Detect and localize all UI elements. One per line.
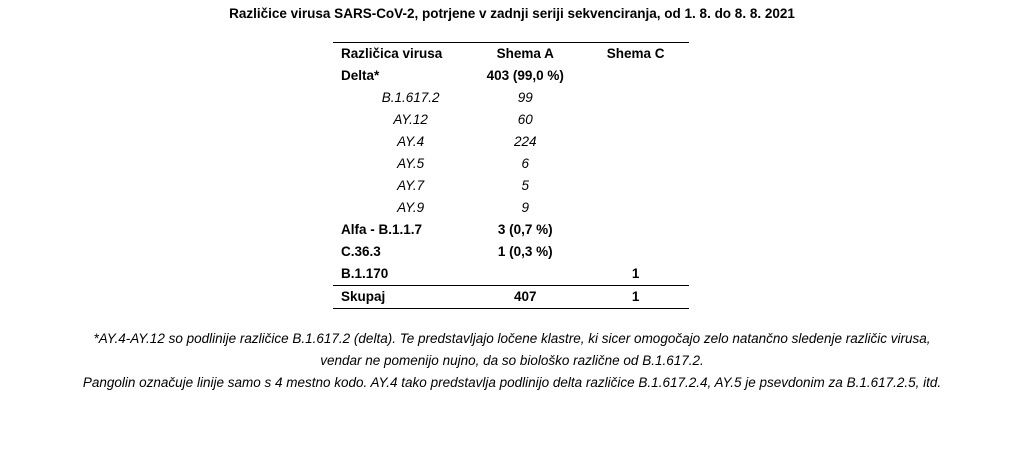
total-scheme-c: 1 xyxy=(582,286,689,309)
scheme-a-value: 3 (0,7 %) xyxy=(497,222,553,237)
table-row xyxy=(333,65,689,87)
scheme-a-value: 403 (99,0 %) xyxy=(486,68,564,83)
scheme-a-value: 99 xyxy=(517,90,533,105)
scheme-c-value xyxy=(582,109,689,131)
header-scheme-a: Shema A xyxy=(496,46,554,61)
scheme-c-value xyxy=(582,87,689,109)
variant-name: AY.4 xyxy=(397,134,425,149)
total-row xyxy=(333,286,689,309)
variant-name: B.1.617.2 xyxy=(381,90,440,105)
scheme-a-value: 5 xyxy=(521,178,529,193)
total-label: Skupaj xyxy=(333,286,468,309)
scheme-c-value xyxy=(582,219,689,241)
scheme-a-value: 6 xyxy=(521,156,529,171)
variant-name: C.36.3 xyxy=(341,244,381,259)
variant-name: AY.7 xyxy=(397,178,425,193)
scheme-c-value xyxy=(582,65,689,87)
variants-table xyxy=(333,42,689,309)
table-header-row xyxy=(333,43,689,66)
table-row xyxy=(333,241,689,263)
scheme-c-value xyxy=(582,153,689,175)
variant-name: B.1.170 xyxy=(341,266,389,281)
footnote-line: Pangolin označuje linije samo s 4 mestno kodo. AY.4 tako predstavlja podlinijo delta različice B.1.617.2.4, AY.5 je psevdonim za B.1.617.2.5, itd. xyxy=(82,375,942,390)
table-row xyxy=(333,175,689,197)
scheme-c-value xyxy=(582,175,689,197)
footnote-line: vendar ne pomenijo nujno, da so biološko različne od B.1.617.2. xyxy=(320,353,704,368)
footnote xyxy=(0,328,1024,394)
scheme-a-value: 60 xyxy=(517,112,533,127)
table-row xyxy=(333,219,689,241)
header-scheme-c: Shema C xyxy=(606,46,665,61)
scheme-a-value: 224 xyxy=(513,134,537,149)
table-row xyxy=(333,131,689,153)
scheme-c-value: 1 xyxy=(631,266,640,281)
table-row xyxy=(333,87,689,109)
total-scheme-a: 407 xyxy=(468,286,582,309)
header-variant: Različica virusa xyxy=(341,46,443,61)
variant-name: Alfa - B.1.1.7 xyxy=(341,222,423,237)
scheme-c-value xyxy=(582,197,689,219)
variant-name: AY.5 xyxy=(397,156,425,171)
table-row xyxy=(333,153,689,175)
table-row xyxy=(333,263,689,286)
page-title: Različice virusa SARS-CoV-2, potrjene v zadnji seriji sekvenciranja, od 1. 8. do 8. 8. 2021 xyxy=(229,6,795,21)
scheme-a-value: 9 xyxy=(521,200,529,215)
scheme-a-value xyxy=(468,263,582,286)
variant-name: AY.9 xyxy=(397,200,425,215)
scheme-a-value: 1 (0,3 %) xyxy=(497,244,553,259)
variant-name: AY.12 xyxy=(393,112,428,127)
footnote-line: *AY.4-AY.12 so podlinije različice B.1.617.2 (delta). Te predstavljajo ločene klastre, ki sicer omogočajo zelo natančno sledenje različic virusa, xyxy=(93,331,931,346)
variant-name: Delta* xyxy=(341,68,380,83)
scheme-c-value xyxy=(582,241,689,263)
scheme-c-value xyxy=(582,131,689,153)
table-row xyxy=(333,197,689,219)
table-row xyxy=(333,109,689,131)
